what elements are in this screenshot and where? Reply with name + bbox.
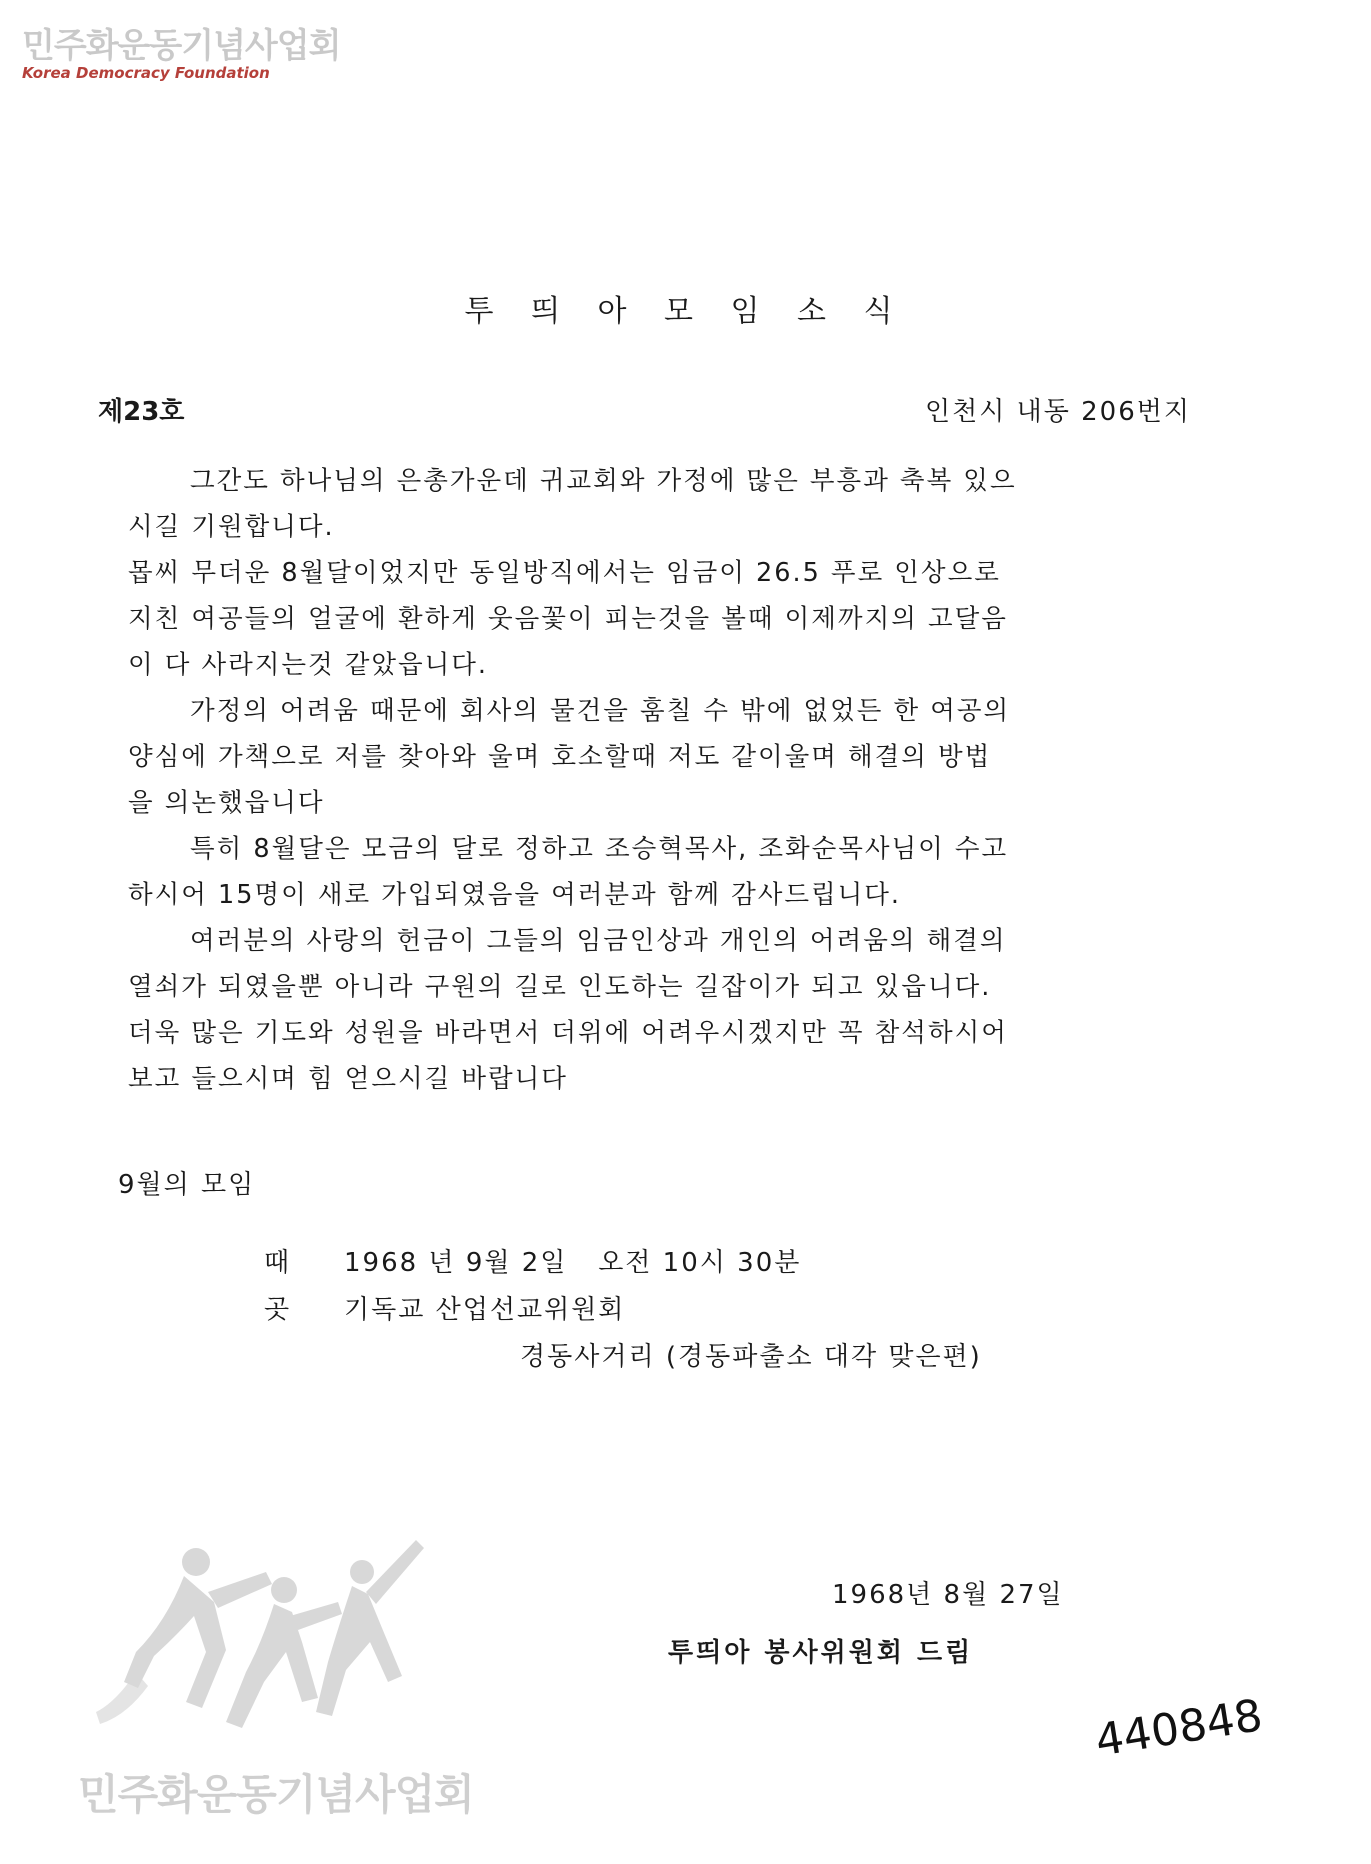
meeting-when-value: 1968 년 9월 2일 오전 10시 30분 bbox=[344, 1248, 802, 1278]
body-line: 여러분의 사랑의 헌금이 그들의 임금인상과 개인의 어려움의 해결의 bbox=[190, 926, 1007, 956]
meeting-where-label: 곳 bbox=[264, 1295, 292, 1325]
document-title: 투 띄 아 모 임 소 식 bbox=[464, 294, 907, 329]
body-line: 몹씨 무더운 8월달이었지만 동일방직에서는 임금이 26.5 푸로 인상으로 bbox=[128, 558, 1001, 588]
meeting-where-detail: 경동사거리 (경동파출소 대각 맞은편) bbox=[520, 1342, 982, 1372]
body-line: 이 다 사라지는것 같았읍니다. bbox=[128, 650, 489, 680]
meeting-when-label: 때 bbox=[264, 1248, 292, 1278]
body-line: 가정의 어려움 때문에 회사의 물건을 훔칠 수 밖에 없었든 한 여공의 bbox=[190, 696, 1011, 726]
body-line: 특히 8월달은 모금의 달로 정하고 조승혁목사, 조화순목사님이 수고 bbox=[190, 834, 1009, 864]
body-line: 그간도 하나님의 은총가운데 귀교회와 가정에 많은 부흥과 축복 있으 bbox=[190, 466, 1017, 496]
foundation-logo-korean: 민주화운동기념사업회 bbox=[22, 26, 341, 66]
watermark-text: 민주화운동기념사업회 bbox=[78, 1770, 474, 1819]
archive-number: 440848 bbox=[1092, 1690, 1266, 1767]
body-line: 하시어 15명이 새로 가입되였음을 여러분과 함께 감사드립니다. bbox=[128, 880, 902, 910]
body-line: 지친 여공들의 얼굴에 환하게 웃음꽃이 피는것을 볼때 이제까지의 고달음 bbox=[128, 604, 1008, 634]
meeting-heading: 9월의 모임 bbox=[118, 1170, 256, 1200]
body-line: 시길 기원합니다. bbox=[128, 512, 335, 542]
letter-body bbox=[128, 458, 1208, 1102]
watermark-figure-icon bbox=[76, 1532, 436, 1762]
meeting-where-value: 기독교 산업선교위원회 bbox=[344, 1295, 626, 1325]
body-line: 더욱 많은 기도와 성원을 바라면서 더위에 어려우시겠지만 꼭 참석하시어 bbox=[128, 1018, 1008, 1048]
body-line: 보고 들으시며 힘 얻으시길 바랍니다 bbox=[128, 1064, 568, 1094]
signature-date: 1968년 8월 27일 bbox=[832, 1580, 1064, 1610]
issue-number: 제23호 bbox=[98, 397, 185, 427]
signature-from: 투띄아 봉사위원회 드림 bbox=[668, 1638, 974, 1668]
address: 인천시 내동 206번지 bbox=[925, 397, 1191, 427]
body-line: 을 의논했읍니다 bbox=[128, 788, 325, 818]
body-line: 열쇠가 되였을뿐 아니라 구원의 길로 인도하는 길잡이가 되고 있읍니다. bbox=[128, 972, 992, 1002]
foundation-logo-english: Korea Democracy Foundation bbox=[22, 64, 270, 82]
body-line: 양심에 가책으로 저를 찾아와 울며 호소할때 저도 같이울며 해결의 방법 bbox=[128, 742, 992, 772]
